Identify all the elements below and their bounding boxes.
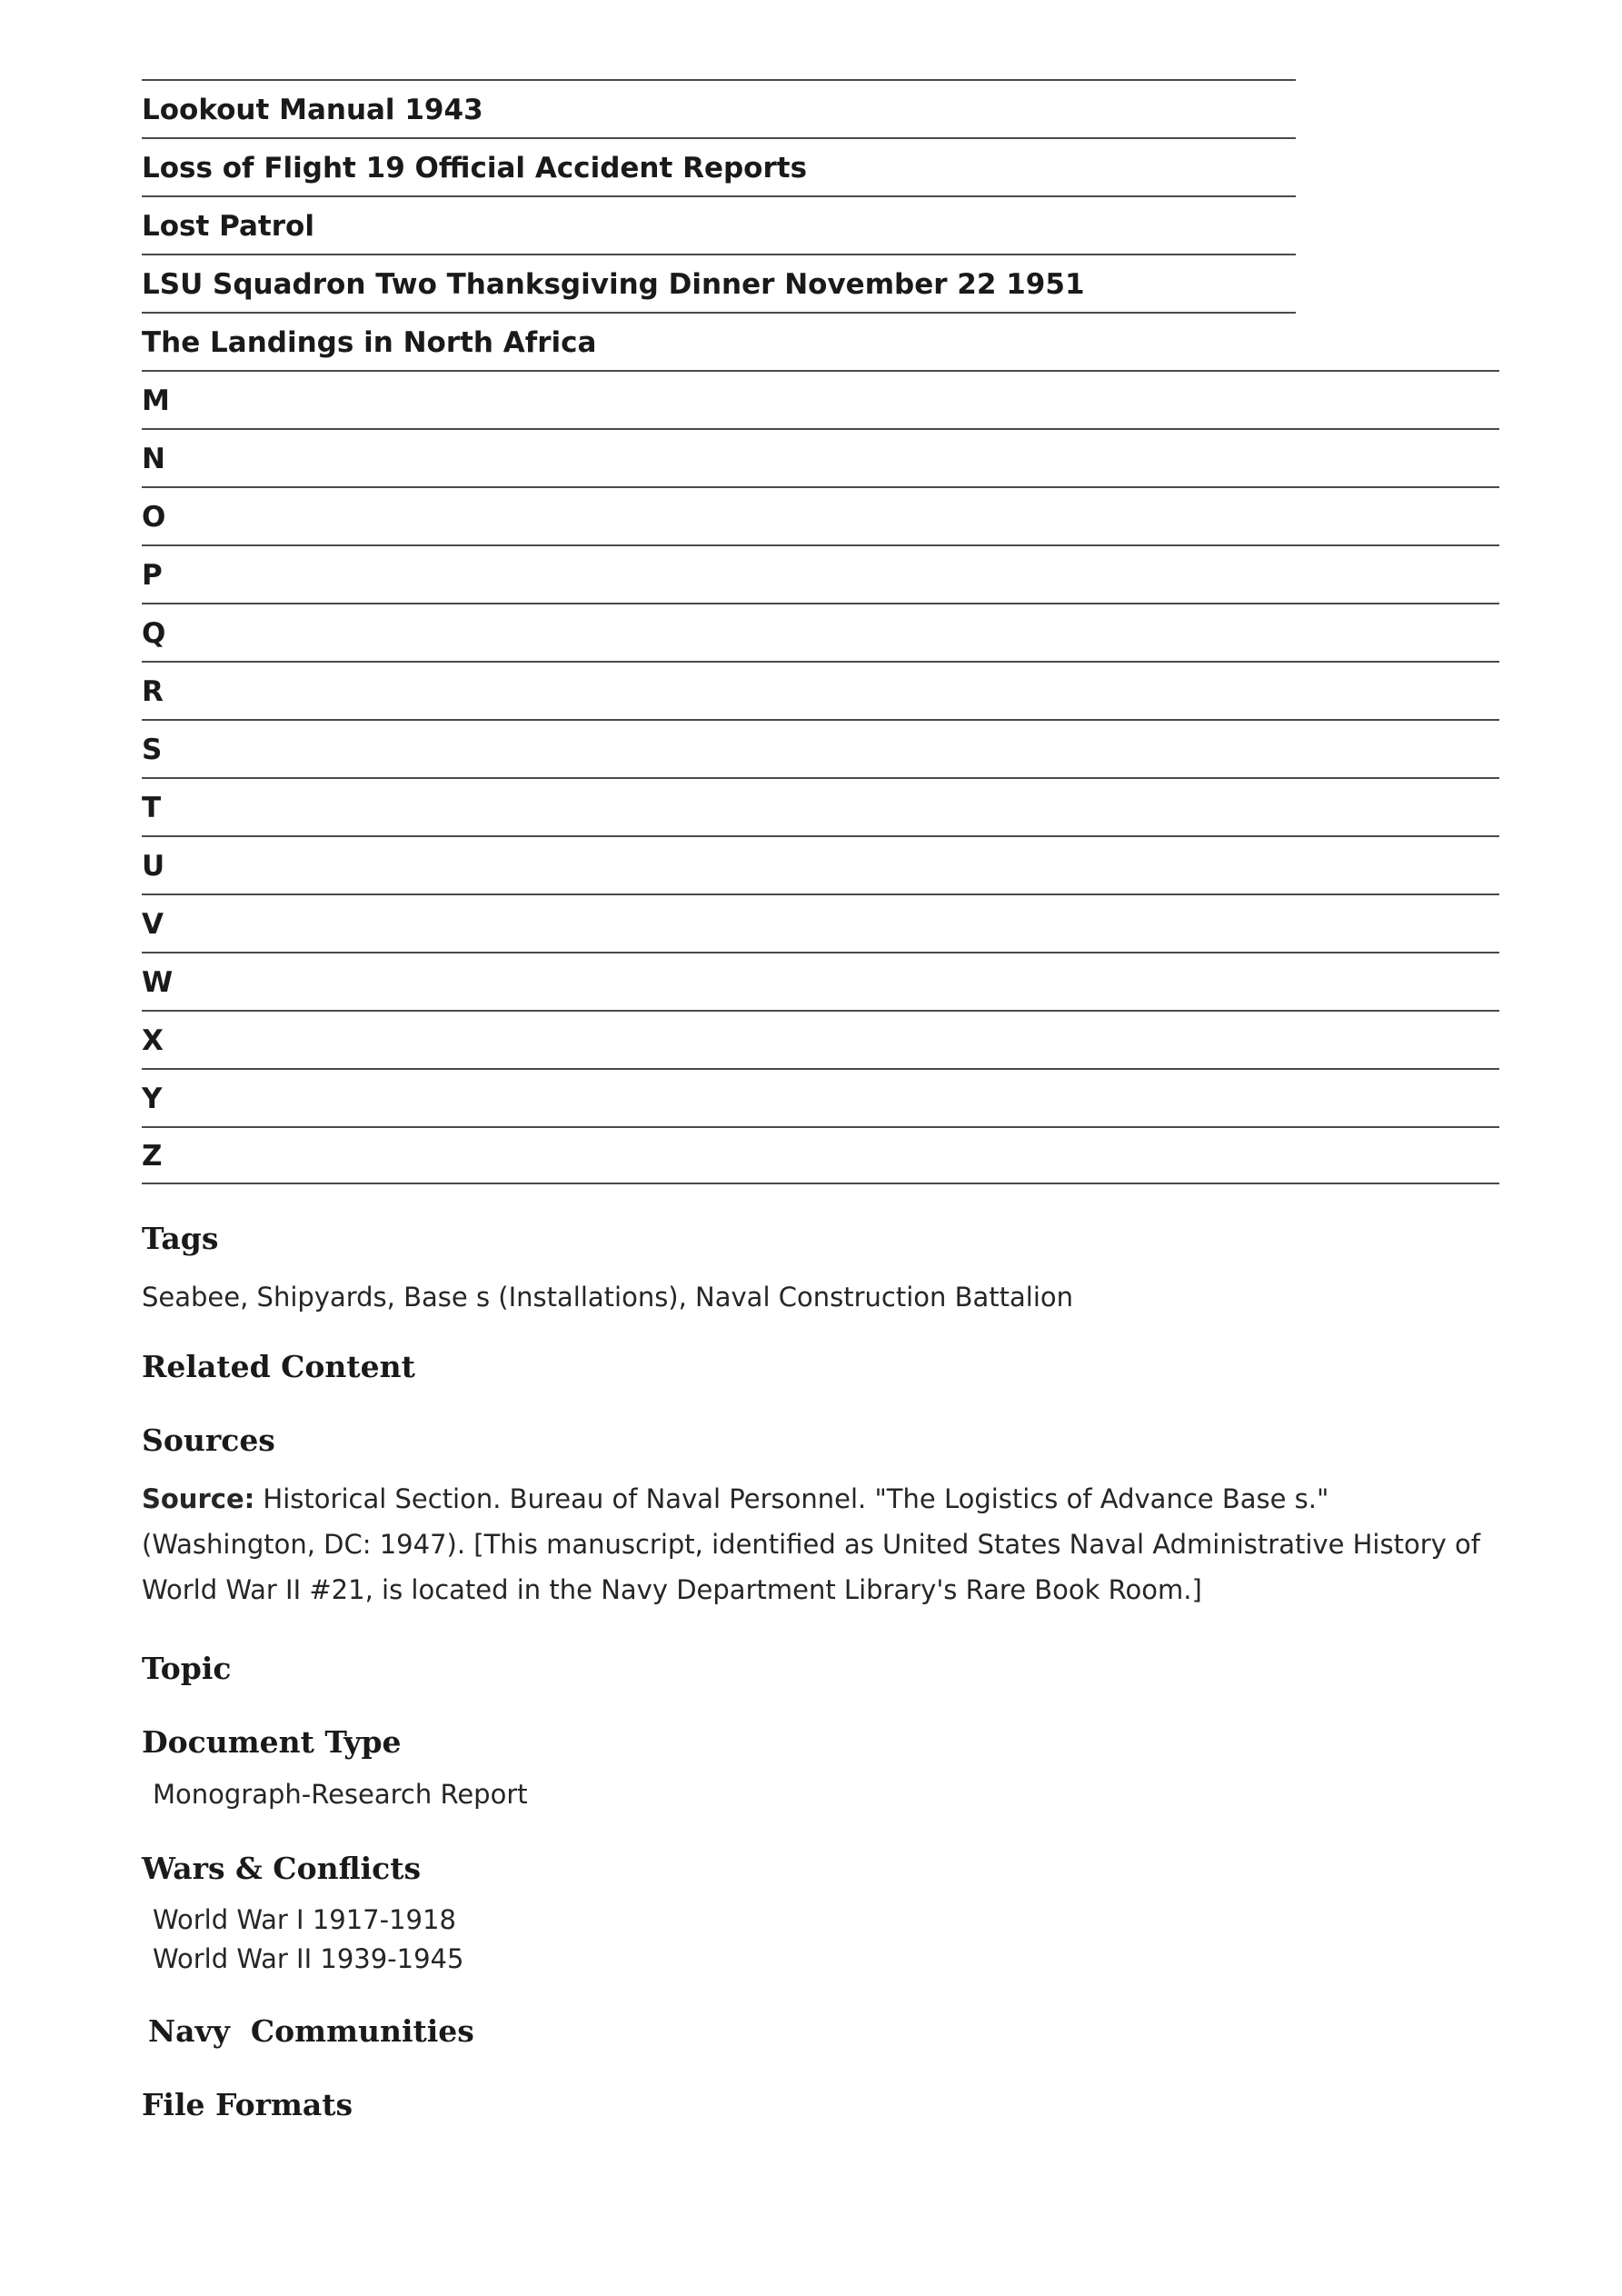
entry-link[interactable]: Lost Patrol xyxy=(142,195,1296,254)
letter-section-w[interactable]: W xyxy=(142,952,1499,1010)
wars-conflicts-heading: Wars & Conflicts xyxy=(142,1851,422,1886)
letter-section-y[interactable]: Y xyxy=(142,1068,1499,1126)
entry-link[interactable]: Lookout Manual 1943 xyxy=(142,79,1296,137)
file-formats-heading: File Formats xyxy=(142,2087,353,2122)
tags-heading: Tags xyxy=(142,1221,219,1256)
topic-heading: Topic xyxy=(142,1651,232,1686)
entry-link[interactable]: LSU Squadron Two Thanksgiving Dinner November 22 1951 xyxy=(142,254,1296,312)
letter-section-n[interactable]: N xyxy=(142,428,1499,486)
navy-communities-heading: Navy Communities xyxy=(148,2013,474,2049)
letter-section-t[interactable]: T xyxy=(142,777,1499,835)
source-label: Source: xyxy=(142,1483,255,1514)
document-type-heading: Document Type xyxy=(142,1724,402,1760)
letter-section-u[interactable]: U xyxy=(142,835,1499,893)
source-citation xyxy=(142,1476,1499,1612)
war-item[interactable]: World War II 1939-1945 xyxy=(153,1943,464,1974)
entry-link[interactable]: Loss of Flight 19 Official Accident Reports xyxy=(142,137,1296,195)
letter-section-q[interactable]: Q xyxy=(142,603,1499,661)
sources-heading: Sources xyxy=(142,1423,275,1458)
page-content xyxy=(142,79,1499,2122)
letter-section-r[interactable]: R xyxy=(142,661,1499,719)
letter-section-s[interactable]: S xyxy=(142,719,1499,777)
source-text: Historical Section. Bureau of Naval Personnel. "The Logistics of Advance Base s." (Washington, DC: 1947). [This manuscript, identified as United States Naval Administrative History of World War II #21, is located in the Navy Department Library's Rare Book Room.] xyxy=(142,1483,1480,1605)
entry-link[interactable]: The Landings in North Africa xyxy=(142,312,1296,370)
document-type-value[interactable]: Monograph-Research Report xyxy=(153,1779,528,1810)
letter-section-m[interactable]: M xyxy=(142,370,1499,428)
letter-section-x[interactable]: X xyxy=(142,1010,1499,1068)
letter-section-o[interactable]: O xyxy=(142,486,1499,544)
wars-conflicts-list xyxy=(142,1901,1499,1979)
letter-section-z[interactable]: Z xyxy=(142,1126,1499,1184)
war-item[interactable]: World War I 1917-1918 xyxy=(153,1904,456,1935)
letter-section-v[interactable]: V xyxy=(142,893,1499,952)
entry-list xyxy=(142,79,1296,370)
letter-section-p[interactable]: P xyxy=(142,544,1499,603)
tags-list[interactable]: Seabee, Shipyards, Base s (Installations), Naval Construction Battalion xyxy=(142,1282,1074,1313)
related-content-heading: Related Content xyxy=(142,1349,415,1384)
alphabet-index xyxy=(142,370,1499,1184)
